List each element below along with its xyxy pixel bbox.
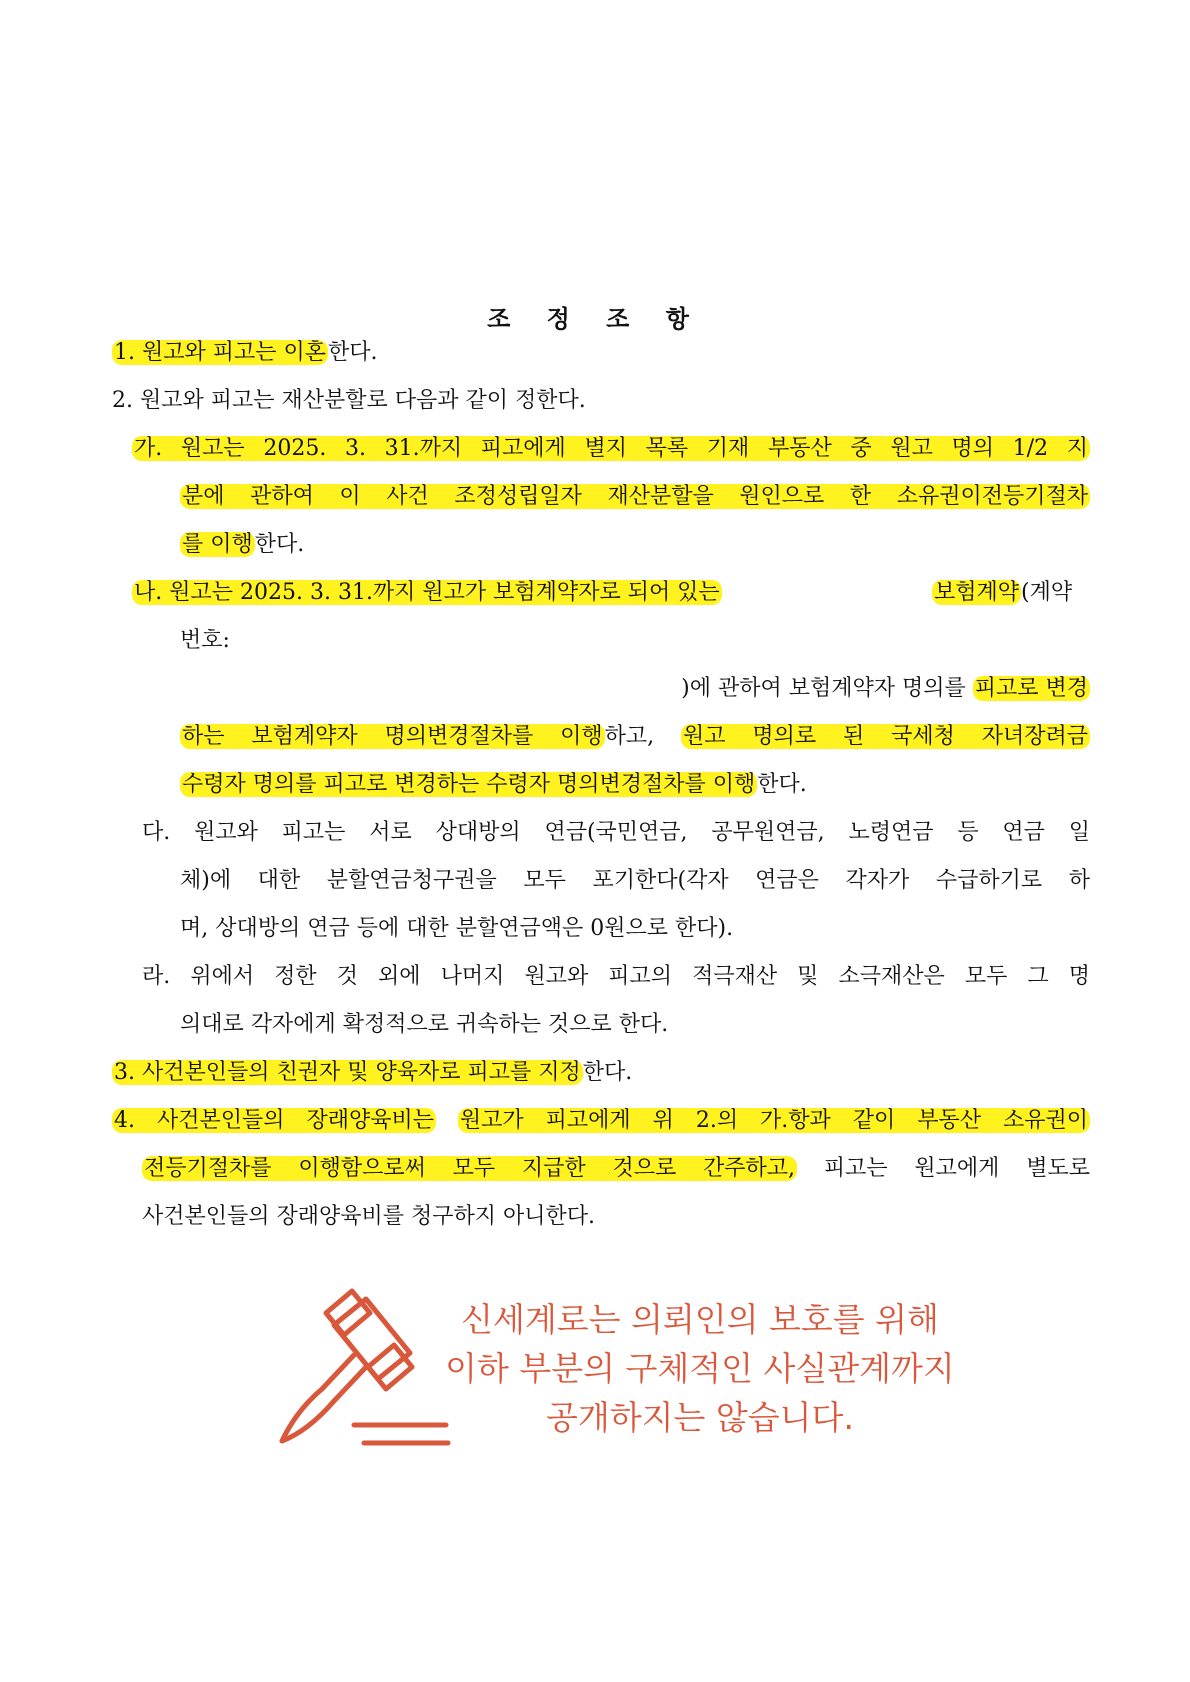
clause-2: 2. 원고와 피고는 재산분할로 다음과 같이 정한다. xyxy=(112,388,586,413)
notice-line-3: 공개하지는 않습니다. xyxy=(546,1398,854,1437)
clause-1-highlight: 1. 원고와 피고는 이혼 xyxy=(114,340,326,365)
clause-4-line-3: 사건본인들의 장래양육비를 청구하지 아니한다. xyxy=(142,1204,596,1229)
clause-2-ga-line-1: 가. 원고는 2025. 3. 31.까지 피고에게 별지 목록 기재 부동산 중 원고 명의 1/2 지 xyxy=(134,436,1088,461)
clause-1-rest: 한다. xyxy=(328,340,378,365)
clause-4-line-1: 4. 사건본인들의 장래양육비는 원고가 피고에게 위 2.의 가.항과 같이 부동산 소유권이 xyxy=(114,1108,1088,1133)
privacy-notice xyxy=(440,1295,960,1442)
clause-2-da-line-3: 며, 상대방의 연금 등에 대한 분할연금액은 0원으로 한다). xyxy=(180,916,734,941)
notice-line-2: 이하 부분의 구체적인 사실관계까지 xyxy=(445,1349,955,1388)
clause-2-na-line-4: 하는 보험계약자 명의변경절차를 이행하고, 원고 명의로 된 국세청 자녀장려금 xyxy=(182,724,1089,749)
clause-2-na-line-2: 번호: xyxy=(180,628,230,653)
gavel-icon xyxy=(276,1283,454,1449)
clause-3: 3. 사건본인들의 친권자 및 양육자로 피고를 지정한다. xyxy=(114,1060,633,1085)
clause-2-ra-line-1: 라. 위에서 정한 것 외에 나머지 원고와 피고의 적극재산 및 소극재산은 모두 그 명 xyxy=(142,964,1090,989)
clause-2-ga-line-3: 를 이행한다. xyxy=(182,532,305,557)
clause-2-ra-line-2: 의대로 각자에게 확정적으로 귀속하는 것으로 한다. xyxy=(180,1012,669,1037)
clause-1 xyxy=(112,338,378,368)
clause-2-da-line-2: 체)에 대한 분할연금청구권을 모두 포기한다(각자 연금은 각자가 수급하기로 하 xyxy=(180,868,1090,893)
notice-line-1: 신세계로는 의뢰인의 보호를 위해 xyxy=(461,1300,939,1339)
clause-2-ga-line-2: 분에 관하여 이 사건 조정성립일자 재산분할을 원인으로 한 소유권이전등기절차 xyxy=(182,484,1088,509)
clause-2-na-line-1: 나. 원고는 2025. 3. 31.까지 원고가 보험계약자로 되어 있는 xyxy=(134,580,720,605)
clause-2-na-line-3: )에 관하여 보험계약자 명의를 피고로 변경 xyxy=(681,676,1088,701)
page-title: 조 정 조 항 xyxy=(487,304,703,333)
clause-2-na-line-5: 수령자 명의를 피고로 변경하는 수령자 명의변경절차를 이행한다. xyxy=(182,772,807,797)
clause-2-na-line-1-end: 보험계약(계약 xyxy=(934,580,1073,605)
clause-2-da-line-1: 다. 원고와 피고는 서로 상대방의 연금(국민연금, 공무원연금, 노령연금 등 연금 일 xyxy=(142,820,1090,845)
clause-4-line-2: 전등기절차를 이행함으로써 모두 지급한 것으로 간주하고, 피고는 원고에게 별도로 xyxy=(144,1156,1090,1181)
